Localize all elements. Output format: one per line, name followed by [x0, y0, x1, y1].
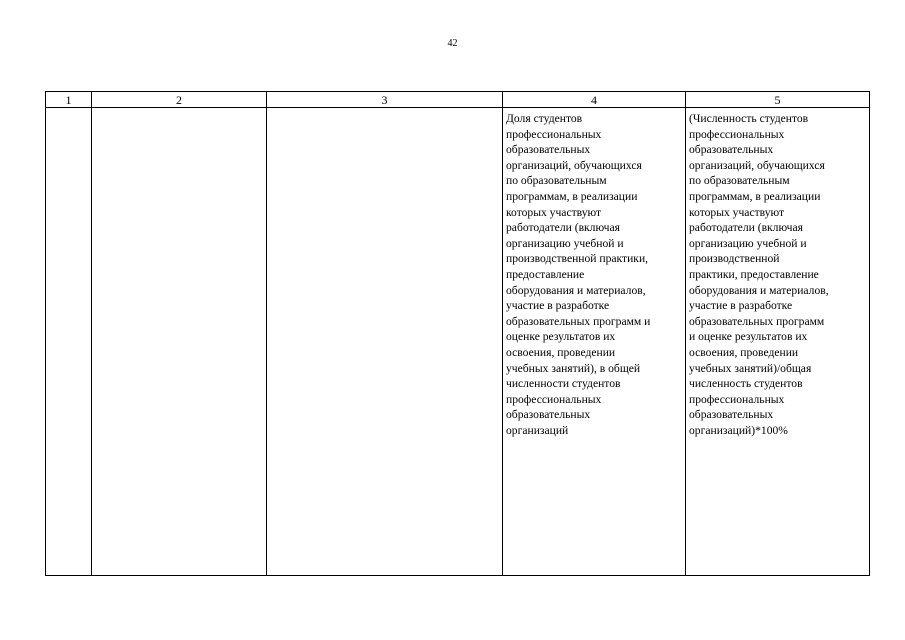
table-row: [46, 108, 870, 576]
table-header-row: [46, 92, 870, 108]
cell-col-2: [92, 108, 267, 576]
cell-col-3-text: [267, 108, 502, 111]
cell-col-3: [267, 108, 503, 576]
column-header-2: 2: [92, 92, 267, 108]
indicator-table: [45, 91, 870, 576]
indicator-formula-text: (Численность студентов профессиональных образовательных организаций, обучающихся по образовательным программам, в реализации которых участвуют работодатели (включая организацию учебной и производственной практики, предоставление оборудования и материалов, участие в разработке образовательных программ и оценке результатов их освоения, проведении учебных занятий)/общая численность студентов профессиональных образовательных организаций)*100%: [689, 112, 829, 437]
cell-indicator-name: [503, 108, 686, 576]
cell-indicator-formula: [686, 108, 870, 576]
cell-col-1-text: [46, 108, 91, 111]
cell-col-1: [46, 108, 92, 576]
cell-col-2-text: [92, 108, 266, 111]
page-number: 42: [447, 38, 458, 49]
column-header-1: 1: [46, 92, 92, 108]
indicator-name-text: Доля студентов профессиональных образовательных организаций, обучающихся по образовательным программам, в реализации которых участвуют работодатели (включая организацию учебной и производственной практики, предоставление оборудования и материалов, участие в разработке образовательных программ и оценке результатов их освоения, проведении учебных занятий), в общей численности студентов профессиональных образовательных организаций: [506, 112, 651, 437]
column-header-5: 5: [686, 92, 870, 108]
column-header-3: 3: [267, 92, 503, 108]
column-header-4: 4: [503, 92, 686, 108]
